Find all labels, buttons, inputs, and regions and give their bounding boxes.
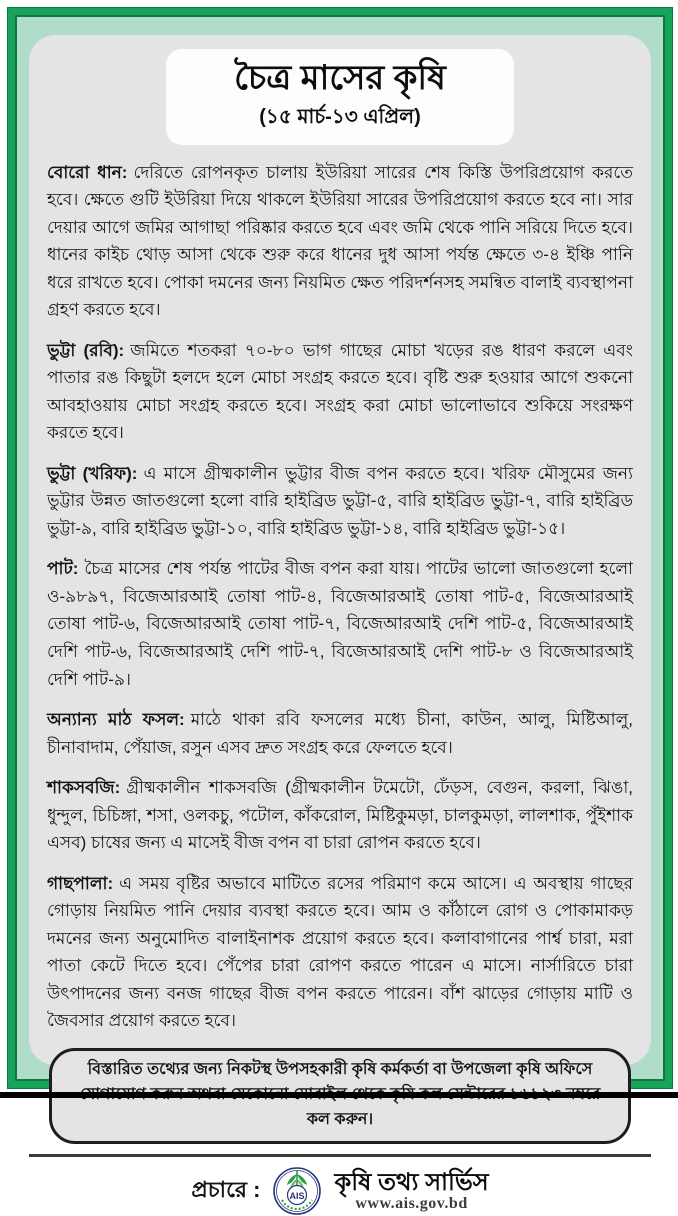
- ais-logo-icon: [272, 1166, 322, 1216]
- section-other-field-crops: [47, 706, 633, 761]
- page-title: চৈত্র মাসের কৃষি: [234, 59, 446, 97]
- section-text: দেরিতে রোপনকৃত চালায় ইউরিয়া সারের শেষ কিস্তি উপরিপ্রয়োগ করতে হবে। ক্ষেতে গুটি ইউরিয়া দিয়ে থাকলে ইউরিয়া সারের উপরিপ্রয়োগ করতে হবে না। সার দেয়ার আগে জমির আগাছা পরিষ্কার করতে হবে এবং জমি থেকে পানি সরিয়ে দিতে হবে। ধানের কাইচ থোড় আসা থেকে শুরু করে ধানের দুধ আসা পর্যন্ত ক্ষেতে ৩-৪ ইঞ্চি পানি ধরে রাখতে হবে। পোকা দমনের জন্য নিয়মিত ক্ষেত পরিদর্শনসহ সমন্বিত বালাই ব্যবস্থাপনা গ্রহণ করতে হবে।: [47, 162, 633, 320]
- section-label: পাট:: [47, 559, 79, 579]
- footer: [45, 1157, 635, 1216]
- section-text: এ মাসে গ্রীষ্মকালীন ভুট্টার বীজ বপন করতে হবে। খরিফ মৌসুমের জন্য ভুট্টার উন্নত জাতগুলো হলো বারি হাইব্রিড ভুট্টা-৫, বারি হাইব্রিড ভুট্টা-৭, বারি হাইব্রিড ভুট্টা-৯, বারি হাইব্রিড ভুট্টা-১০, বারি হাইব্রিড ভুট্টা-১৪, বারি হাইব্রিড ভুট্টা-১৫।: [47, 463, 633, 538]
- section-label: গাছপালা:: [47, 873, 114, 893]
- content-panel: [29, 35, 651, 1212]
- green-frame: [8, 8, 672, 1212]
- website-text: www.ais.gov.bd: [355, 1194, 468, 1212]
- section-label: বোরো ধান:: [47, 162, 128, 182]
- page-subtitle: (১৫ মার্চ-১৩ এপ্রিল): [259, 105, 421, 128]
- publisher-label: প্রচারে :: [191, 1176, 261, 1202]
- org-name: কৃষি তথ্য সার্ভিস: [334, 1168, 489, 1196]
- title-card: [166, 49, 514, 145]
- section-trees-plants: [47, 870, 633, 1035]
- section-label: ভুট্টা (খরিফ):: [47, 463, 138, 483]
- photo-edge-strip: [0, 1092, 678, 1098]
- section-label: ভুট্টা (রবি):: [47, 340, 125, 360]
- section-vegetables: [47, 774, 633, 857]
- section-text: এ সময় বৃষ্টির অভাবে মাটিতে রসের পরিমাণ কমে আসে। এ অবস্থায় গাছের গোড়ায় নিয়মিত পানি দেয়ার ব্যবস্থা করতে হবে। আম ও কাঁঠালে রোগ ও পোকামাকড় দমনের জন্য অনুমোদিত বালাইনাশক প্রয়োগ করতে হবে। কলাবাগানের পার্শ্ব চারা, মরা পাতা কেটে দিতে হবে। পেঁপের চারা রোপণ করতে পারেন এ মাসে। নার্সারিতে চারা উৎপাদনের জন্য বনজ গাছের বীজ বপন করতে পারেন। বাঁশ ঝাড়ের গোড়ায় মাটি ও জৈবসার প্রয়োগ করতে হবে।: [47, 873, 633, 1031]
- section-label: অন্যান্য মাঠ ফসল:: [47, 710, 185, 730]
- org-block: [334, 1170, 488, 1213]
- contact-notice-box: বিস্তারিত তথ্যের জন্য নিকটস্থ উপসহকারী কৃষি কর্মকর্তা বা উপজেলা কৃষি অফিসে কল করুন।: [49, 1048, 631, 1144]
- section-text: মাঠে থাকা রবি ফসলের মধ্যে চীনা, কাউন, আলু, মিষ্টিআলু, চীনাবাদাম, পেঁয়াজ, রসুন এসব দ্রুত সংগ্রহ করে ফেলতে হবে।: [47, 710, 633, 757]
- section-text: গ্রীষ্মকালীন শাকসবজি (গ্রীষ্মকালীন টমেটো, ঢেঁড়স, বেগুন, করলা, ঝিঙা, ধুন্দুল, চিচিঙ্গা, শসা, ওলকচু, পটোল, কাঁকরোল, মিষ্টিকুমড়া, চালকুমড়া, লালশাক, পুঁইশাক এসব) চাষের জন্য এ মাসেই বীজ বপন বা চারা রোপন করতে হবে।: [47, 778, 633, 853]
- section-text: চৈত্র মাসের শেষ পর্যন্ত পাটের বীজ বপন করা যায়। পাটের ভালো জাতগুলো হলো ও-৯৮৯৭, বিজেআরআই তোষা পাট-৪, বিজেআরআই তোষা পাট-৫, বিজেআরআই তোষা পাট-৬, বিজেআরআই তোষা পাট-৭, বিজেআরআই দেশি পাট-৫, বিজেআরআই দেশি পাট-৬, বিজেআরআই দেশি পাট-৭, বিজেআরআই দেশি পাট-৮ ও বিজেআরআই দেশি পাট-৯।: [47, 559, 633, 689]
- section-jute: [47, 555, 633, 693]
- section-boro-rice: [47, 159, 633, 324]
- section-maize-rabi: [47, 337, 633, 447]
- section-maize-kharif: [47, 460, 633, 543]
- section-text: জমিতে শতকরা ৭০-৮০ ভাগ গাছের মোচা খড়ের রঙ ধারণ করলে এবং পাতার রঙ কিছুটা হলদে হলে মোচা সংগ্রহ করতে হবে। বৃষ্টি শুরু হওয়ার আগে শুকনো আবহাওয়ায় মোচা সংগ্রহ করতে হবে। সংগ্রহ করা মোচা ভালোভাবে শুকিয়ে সংরক্ষণ করতে হবে।: [47, 340, 633, 443]
- section-label: শাকসবজি:: [47, 778, 121, 798]
- svg-text:AIS: AIS: [289, 1191, 305, 1202]
